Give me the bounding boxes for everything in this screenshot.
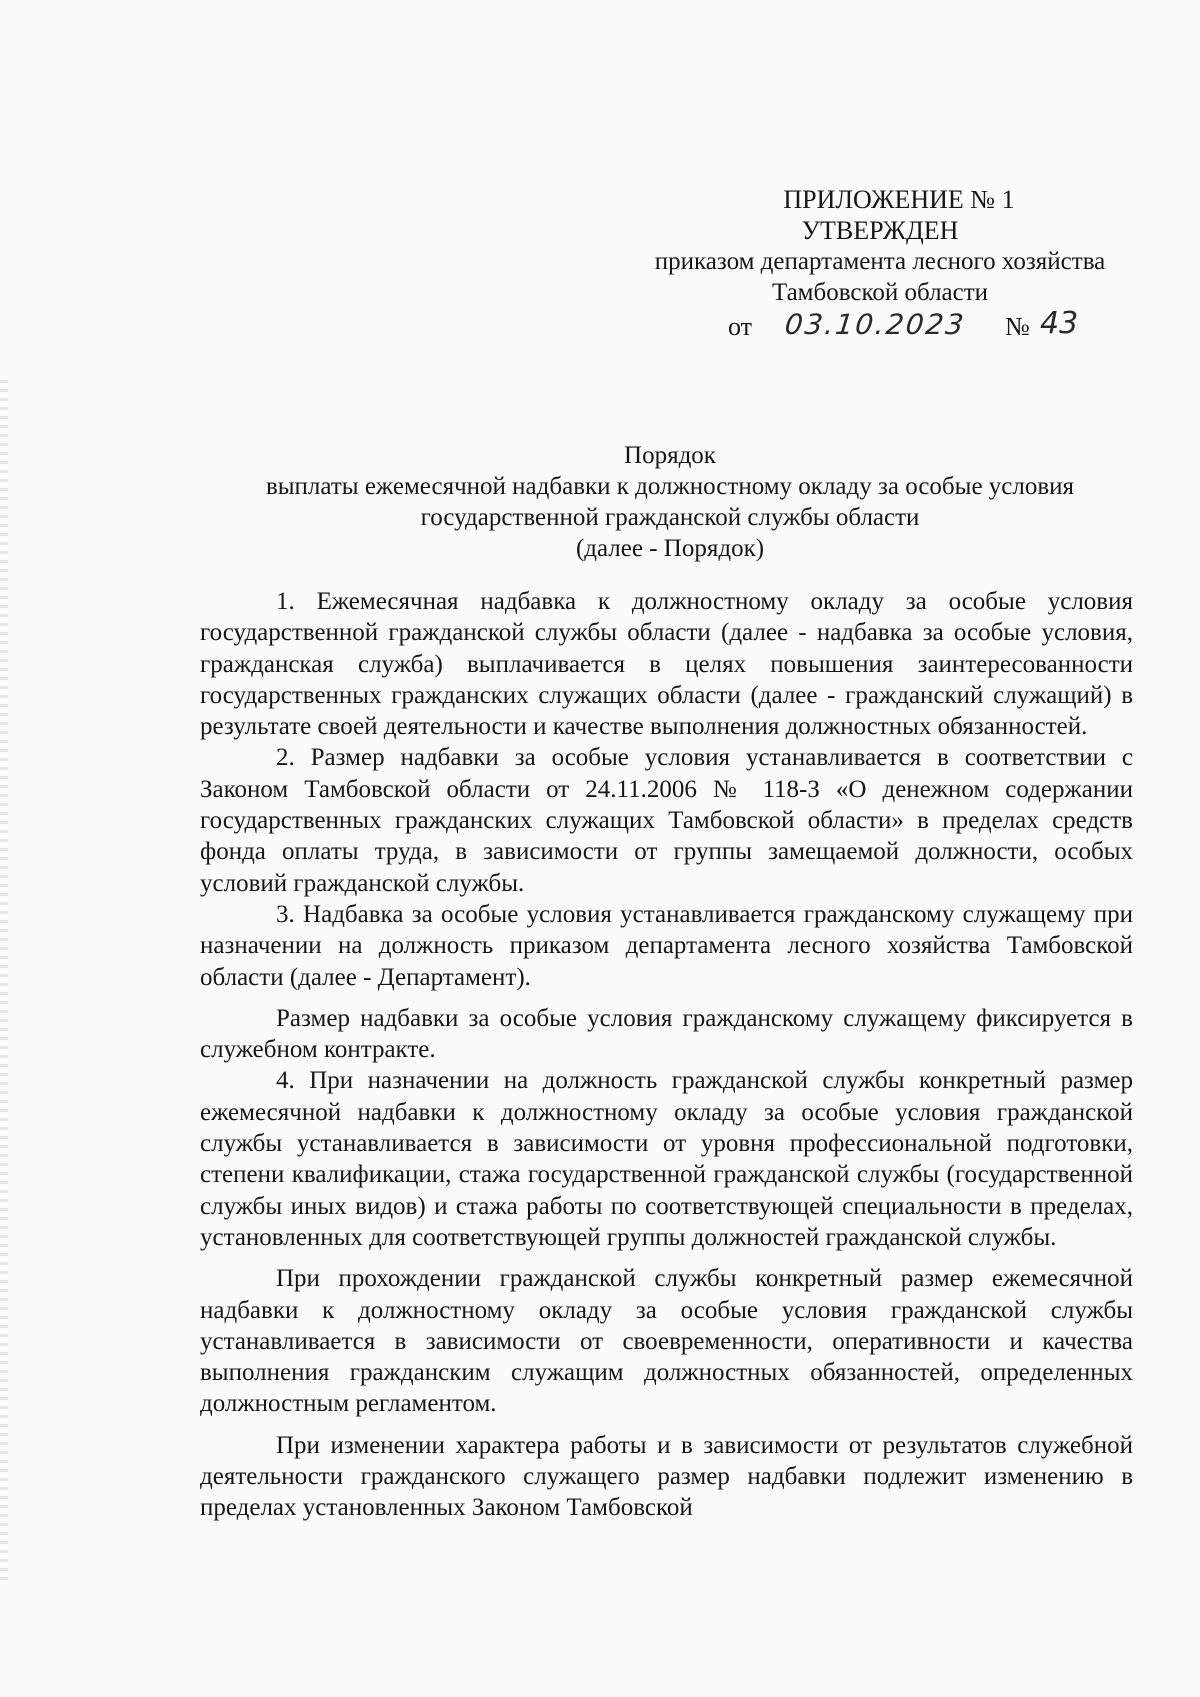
- title-line-3: государственной гражданской службы области: [420, 504, 920, 531]
- from-label: от: [728, 312, 753, 341]
- handwritten-date: 03.10.2023: [783, 308, 968, 341]
- scan-edge-artifact: [0, 380, 8, 1580]
- paragraph-4c: При изменении характера работы и в зависимости от результатов служебной деятельности гражданского служащего размер надбавки подлежит изменению в пределах установленных Законом Тамбовской: [200, 1431, 1133, 1522]
- number-label: №: [1005, 312, 1030, 341]
- paragraph-4: 4. При назначении на должность гражданской службы конкретный размер ежемесячной надбавки к должностному окладу за особые условия гражданской службы устанавливается в зависимости от уровня профессиональной подготовки, степени квалификации, стажа государственной гражданской службы (государственной службы иных видов) и стажа работы по соответствующей специальности в пределах, установленных для соответствующей группы должностей гражданской службы.: [200, 1067, 1133, 1251]
- approved-label: УТВЕРЖДЕН: [801, 216, 959, 245]
- approval-header: [620, 184, 1140, 308]
- document-body: [200, 586, 1133, 1524]
- order-line-2: Тамбовской области: [771, 279, 989, 306]
- document-title: [200, 440, 1140, 564]
- title-line-2: выплаты ежемесячной надбавки к должностному окладу за особые условия: [265, 473, 1075, 500]
- title-line-1: Порядок: [624, 442, 716, 469]
- appendix-label: ПРИЛОЖЕНИЕ № 1: [783, 185, 1015, 214]
- paragraph-3b: Размер надбавки за особые условия гражданскому служащему фиксируется в служебном контракте.: [200, 1004, 1133, 1064]
- order-date-number-row: [720, 308, 1150, 348]
- order-line-1: приказом департамента лесного хозяйства: [654, 248, 1106, 275]
- title-line-4: (далее - Порядок): [575, 535, 765, 562]
- handwritten-number: 43: [1040, 306, 1079, 341]
- paragraph-3: 3. Надбавка за особые условия устанавливается гражданскому служащему при назначении на должность приказом департамента лесного хозяйства Тамбовской области (далее - Департамент).: [200, 900, 1133, 991]
- paragraph-4b: При прохождении гражданской службы конкретный размер ежемесячной надбавки к должностному окладу за особые условия гражданской службы устанавливается в зависимости от своевременности, оперативности и качества выполнения гражданским служащим должностных обязанностей, определенных должностным регламентом.: [200, 1265, 1133, 1418]
- paragraph-2: 2. Размер надбавки за особые условия устанавливается в соответствии с Законом Тамбовской области от 24.11.2006 № 118-З «О денежном содержании государственных гражданских служащих Тамбовской области» в пределах средств фонда оплаты труда, в зависимости от группы замещаемой должности, особых условий гражданской службы.: [200, 744, 1133, 897]
- paragraph-1: 1. Ежемесячная надбавка к должностному окладу за особые условия государственной гражданской службы области (далее - надбавка за особые условия, гражданская служба) выплачивается в целях повышения заинтересованности государственных гражданских служащих области (далее - гражданский служащий) в результате своей деятельности и качестве выполнения должностных обязанностей.: [200, 588, 1133, 741]
